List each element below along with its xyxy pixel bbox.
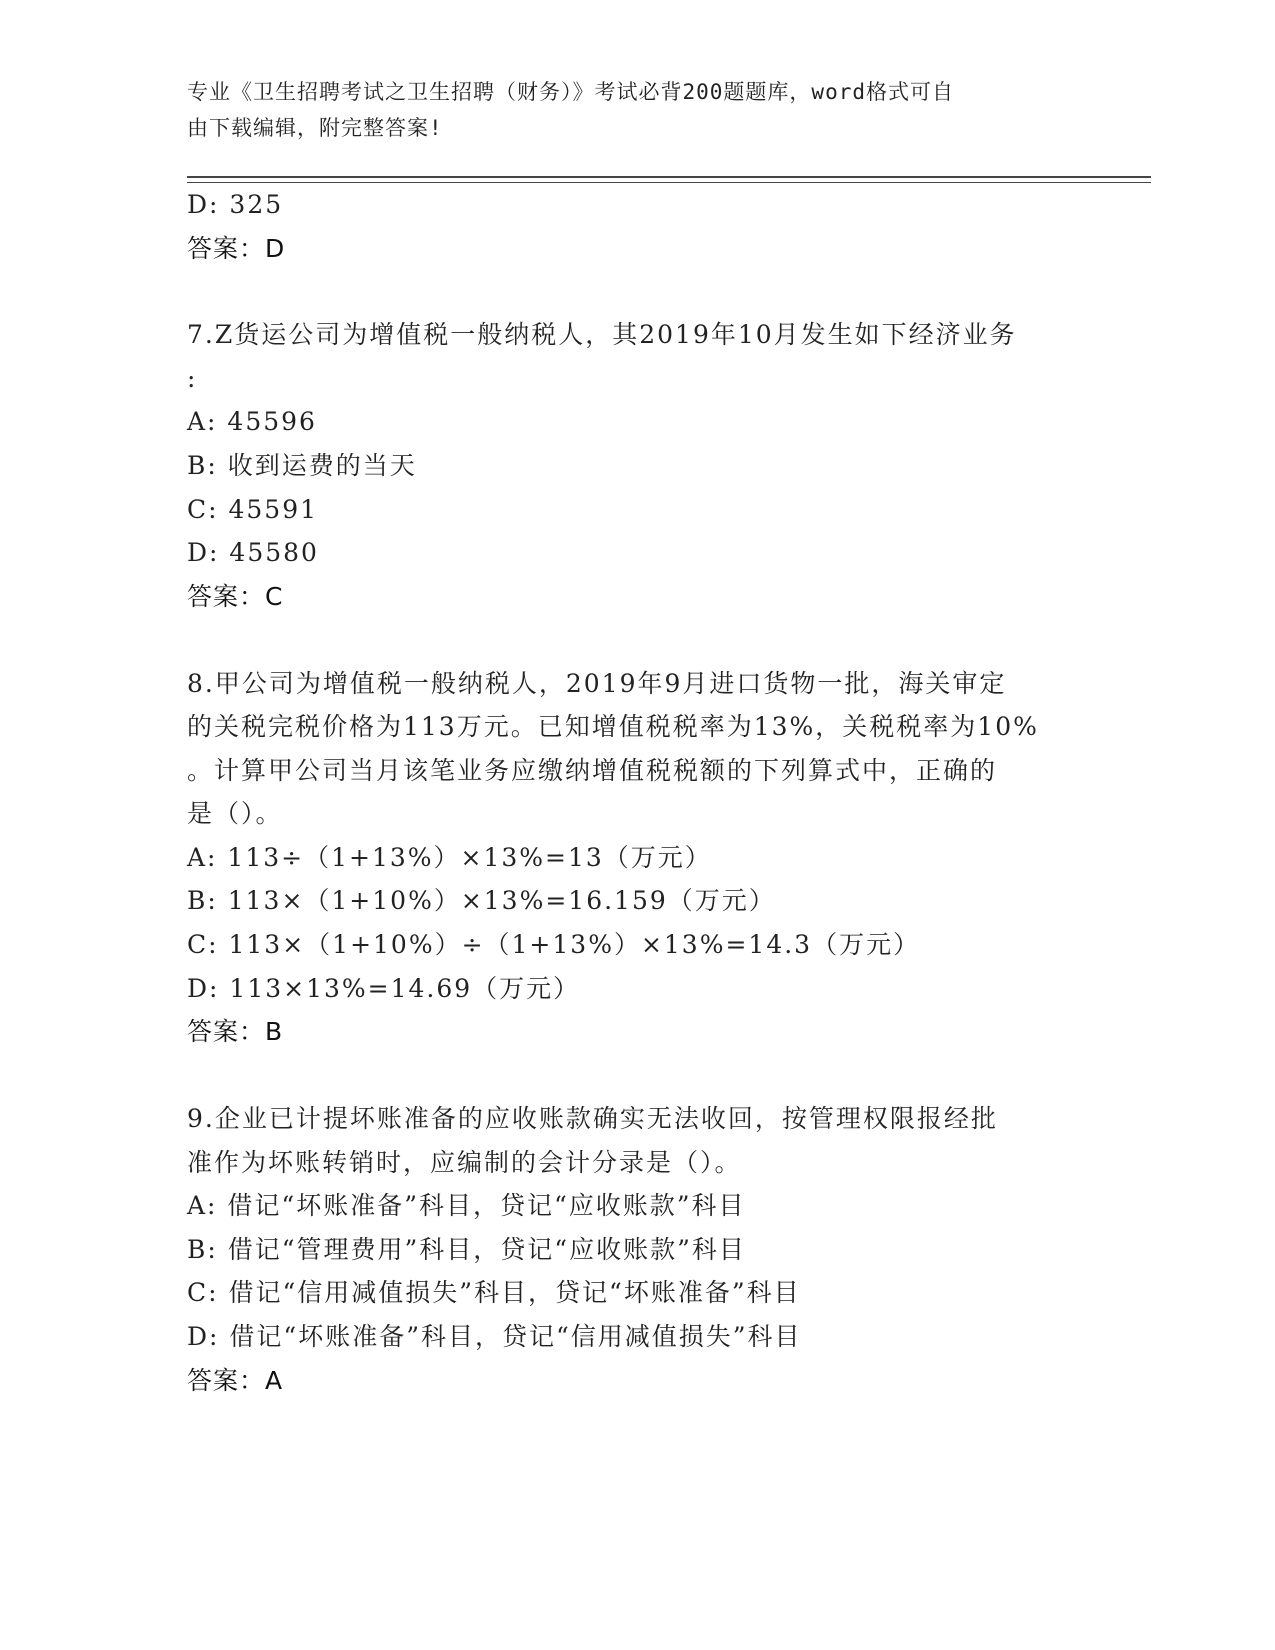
q9-stem-line-2: 准作为坏账转销时，应编制的会计分录是（）。 [187, 1148, 742, 1177]
q8-stem-line-2: 的关税完税价格为113万元。已知增值税税率为13%，关税税率为10% [187, 712, 1039, 741]
q8-stem-line-3: 。计算甲公司当月该笔业务应缴纳增值税税额的下列算式中，正确的 [187, 756, 998, 785]
q8-answer: 答案：B [187, 1017, 284, 1046]
q8-stem-line-4: 是（）。 [187, 799, 283, 828]
document-header [187, 74, 1067, 146]
q8-option-d: D: 113×13%=14.69（万元） [187, 974, 581, 1003]
q7-option-d: D: 45580 [187, 538, 319, 567]
header-line-1: 专业《卫生招聘考试之卫生招聘（财务）》考试必背200题题库，word格式可自 [187, 80, 954, 104]
q7-option-b: B: 收到运费的当天 [187, 451, 417, 480]
q8-option-c: C: 113×（1+10%）÷（1+13%）×13%=14.3（万元） [187, 930, 921, 959]
prev-answer: 答案：D [187, 234, 286, 263]
q9-option-b: B: 借记“管理费用”科目，贷记“应收账款”科目 [187, 1235, 746, 1264]
q9-option-c: C: 借记“信用减值损失”科目，贷记“坏账准备”科目 [187, 1278, 801, 1307]
header-divider-thin [187, 182, 1151, 183]
q9-stem-line-1: 9.企业已计提坏账准备的应收账款确实无法收回，按管理权限报经批 [187, 1104, 998, 1133]
q7-answer: 答案：C [187, 582, 284, 611]
header-divider-thick [187, 176, 1151, 178]
prev-option-d: D: 325 [187, 190, 284, 219]
q9-option-d: D: 借记“坏账准备”科目，贷记“信用减值损失”科目 [187, 1322, 802, 1351]
q7-option-a: A: 45596 [187, 407, 317, 436]
header-line-2: 由下载编辑，附完整答案! [187, 116, 443, 140]
q9-answer: 答案：A [187, 1366, 284, 1395]
q8-stem-line-1: 8.甲公司为增值税一般纳税人，2019年9月进口货物一批，海关审定 [187, 669, 1007, 698]
q7-option-c: C: 45591 [187, 495, 319, 524]
q9-option-a: A: 借记“坏账准备”科目，贷记“应收账款”科目 [187, 1191, 746, 1220]
q8-option-b: B: 113×（1+10%）×13%=16.159（万元） [187, 886, 776, 915]
q8-option-a: A: 113÷（1+13%）×13%=13（万元） [187, 843, 712, 872]
q7-stem-line-1: 7.Z货运公司为增值税一般纳税人，其2019年10月发生如下经济业务 [187, 320, 1017, 349]
q7-stem-line-2: : [187, 364, 198, 393]
